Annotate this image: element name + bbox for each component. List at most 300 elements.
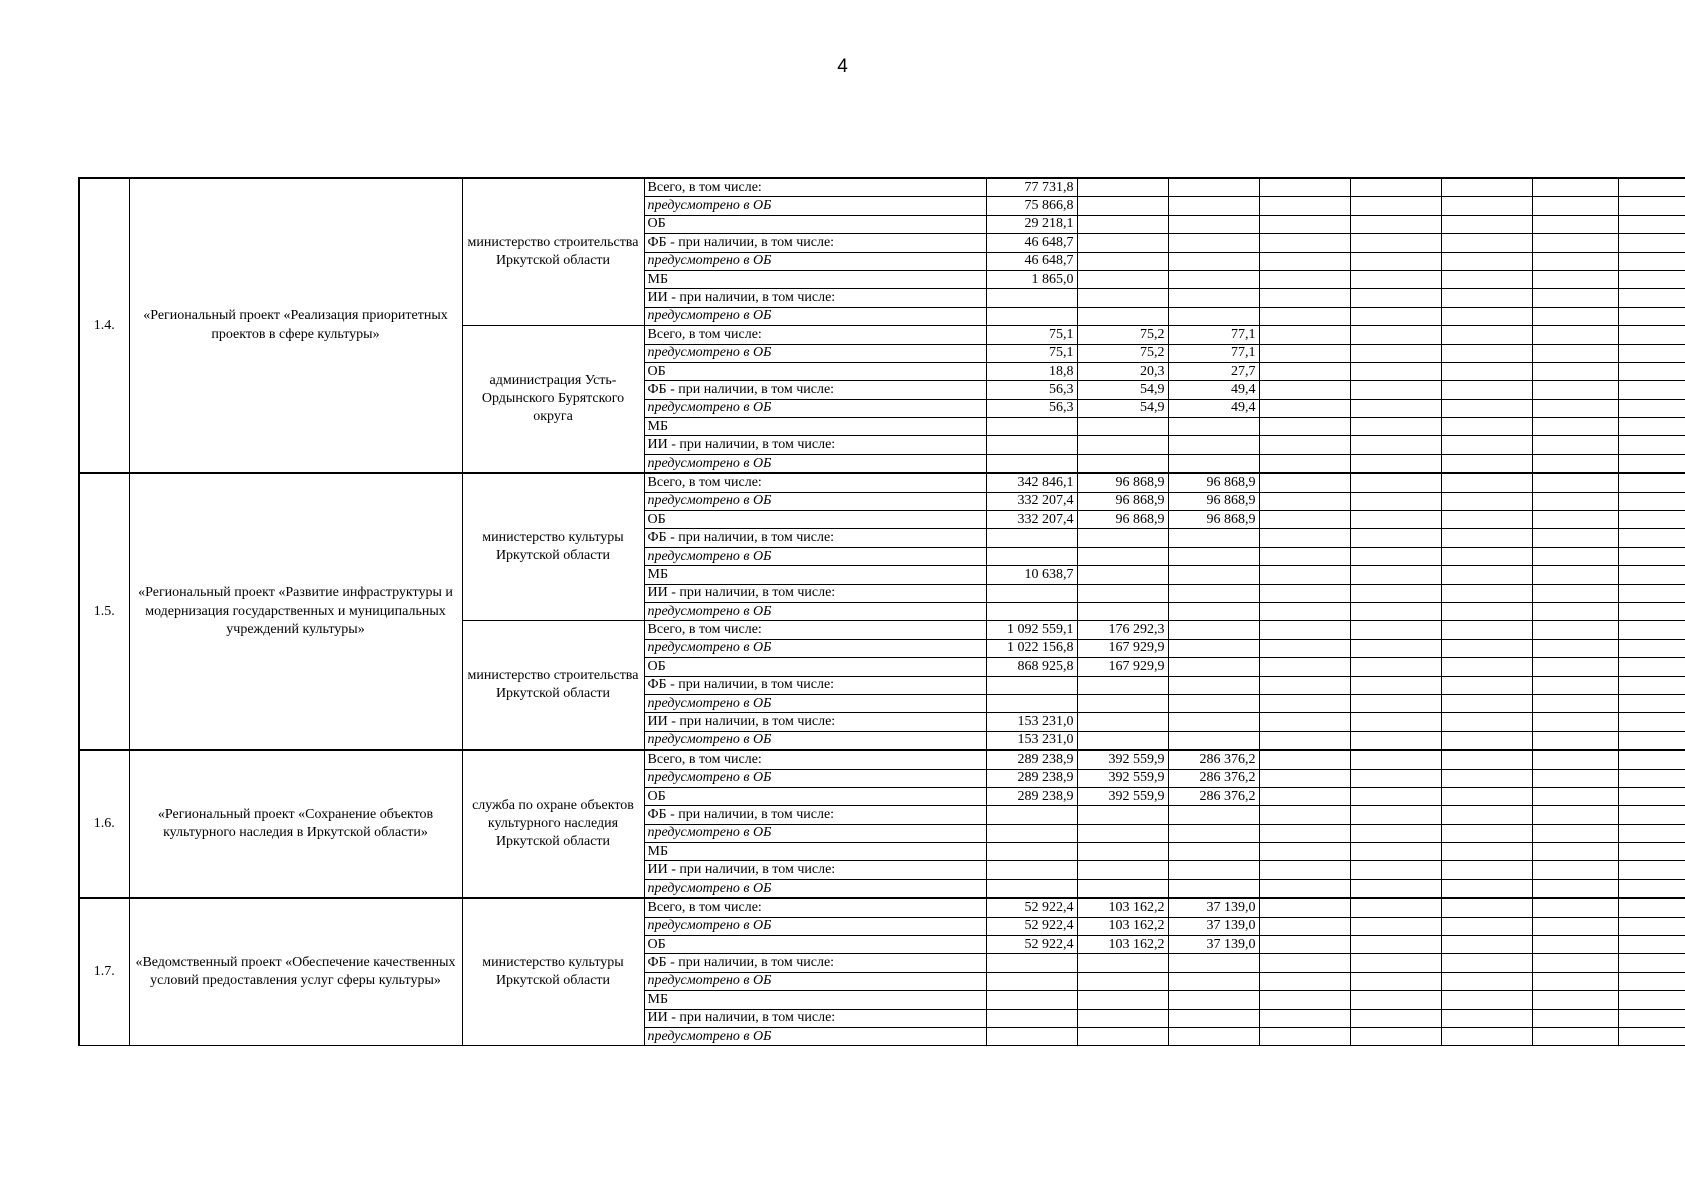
amount-cell [1532,936,1618,954]
amount-cell [1532,547,1618,565]
funding-source-label: Всего, в том числе: [644,621,986,639]
amount-cell [1441,234,1532,252]
amount-cell [1441,362,1532,380]
amount-cell [1259,454,1350,473]
amount-cell [1259,197,1350,215]
amount-cell [1168,566,1259,584]
amount-cell [1168,843,1259,861]
funding-source-label: ИИ - при наличии, в том числе: [644,713,986,731]
amount-cell: 392 559,9 [1077,750,1168,769]
amount-cell [1618,658,1685,676]
amount-cell [1441,326,1532,344]
amount-cell: 332 207,4 [986,511,1077,529]
funding-source-label: МБ [644,418,986,436]
amount-cell [1259,307,1350,325]
amount-cell [1168,307,1259,325]
amount-cell [1168,1027,1259,1045]
amount-cell [1259,787,1350,805]
amount-cell: 96 868,9 [1077,492,1168,510]
amount-cell [1618,418,1685,436]
amount-cell: 37 139,0 [1168,917,1259,935]
amount-cell [1350,787,1441,805]
amount-cell [1077,547,1168,565]
funding-source-label: ФБ - при наличии, в том числе: [644,381,986,399]
amount-cell [1077,215,1168,233]
amount-cell [1077,307,1168,325]
amount-cell [1168,1009,1259,1027]
amount-cell [1618,676,1685,694]
amount-cell [1532,362,1618,380]
amount-cell [1350,566,1441,584]
funding-source-label: предусмотрено в ОБ [644,344,986,362]
funding-source-label: предусмотрено в ОБ [644,972,986,990]
amount-cell [1350,769,1441,787]
amount-cell [1350,399,1441,417]
amount-cell [1441,750,1532,769]
executor-name: министерство культуры Иркутской области [462,898,644,1046]
amount-cell [1077,676,1168,694]
amount-cell [1618,307,1685,325]
amount-cell [1441,436,1532,454]
amount-cell [1350,454,1441,473]
amount-cell [1259,511,1350,529]
amount-cell [986,1009,1077,1027]
funding-source-label: ИИ - при наличии, в том числе: [644,861,986,879]
amount-cell [1077,418,1168,436]
amount-cell [1077,234,1168,252]
amount-cell: 96 868,9 [1077,511,1168,529]
funding-source-label: ОБ [644,658,986,676]
amount-cell [1618,289,1685,307]
funding-source-label: Всего, в том числе: [644,750,986,769]
amount-cell [986,529,1077,547]
funding-source-label: Всего, в том числе: [644,178,986,197]
budget-table-body [79,178,1685,1046]
project-name: «Региональный проект «Реализация приоритетных проектов в сфере культуры» [129,178,462,473]
amount-cell [1532,473,1618,492]
amount-cell [1441,898,1532,917]
amount-cell [1168,252,1259,270]
amount-cell: 289 238,9 [986,750,1077,769]
funding-source-label: предусмотрено в ОБ [644,454,986,473]
amount-cell [1168,621,1259,639]
amount-cell [1441,824,1532,842]
amount-cell [1259,529,1350,547]
amount-cell [1350,362,1441,380]
amount-cell [1350,473,1441,492]
amount-cell [1532,954,1618,972]
amount-cell [1350,584,1441,602]
amount-cell [1259,289,1350,307]
amount-cell [986,418,1077,436]
amount-cell [1168,676,1259,694]
amount-cell [1618,381,1685,399]
amount-cell [1077,824,1168,842]
amount-cell [1259,381,1350,399]
budget-table [78,177,1685,1046]
amount-cell [1532,529,1618,547]
amount-cell [1168,879,1259,898]
amount-cell [1441,454,1532,473]
amount-cell [986,602,1077,620]
amount-cell [986,289,1077,307]
funding-source-label: Всего, в том числе: [644,898,986,917]
amount-cell [1077,879,1168,898]
project-number: 1.7. [79,898,129,1046]
amount-cell [1350,991,1441,1009]
amount-cell: 176 292,3 [1077,621,1168,639]
amount-cell: 18,8 [986,362,1077,380]
amount-cell [1441,1009,1532,1027]
amount-cell [1259,972,1350,990]
amount-cell [1441,547,1532,565]
project-number: 1.4. [79,178,129,473]
amount-cell [1350,252,1441,270]
amount-cell [1259,694,1350,712]
amount-cell [1532,399,1618,417]
funding-source-label: ИИ - при наличии, в том числе: [644,1009,986,1027]
amount-cell [1077,454,1168,473]
funding-source-label: ФБ - при наличии, в том числе: [644,529,986,547]
amount-cell [1259,824,1350,842]
amount-cell [986,824,1077,842]
amount-cell [1259,861,1350,879]
funding-source-label: МБ [644,991,986,1009]
amount-cell: 392 559,9 [1077,769,1168,787]
amount-cell [1618,399,1685,417]
amount-cell [986,972,1077,990]
amount-cell [1441,972,1532,990]
amount-cell [1350,898,1441,917]
amount-cell [1618,824,1685,842]
amount-cell [1259,362,1350,380]
amount-cell [1441,381,1532,399]
amount-cell [986,436,1077,454]
amount-cell: 46 648,7 [986,234,1077,252]
funding-source-label: предусмотрено в ОБ [644,252,986,270]
amount-cell [1259,917,1350,935]
amount-cell [1441,602,1532,620]
amount-cell [986,843,1077,861]
amount-cell [1441,954,1532,972]
amount-cell [1168,547,1259,565]
amount-cell [1168,436,1259,454]
amount-cell [1259,215,1350,233]
amount-cell [1077,694,1168,712]
amount-cell: 56,3 [986,399,1077,417]
amount-cell [1077,270,1168,288]
amount-cell [1441,399,1532,417]
amount-cell: 1 022 156,8 [986,639,1077,657]
amount-cell [1259,1027,1350,1045]
amount-cell [1168,861,1259,879]
amount-cell: 289 238,9 [986,787,1077,805]
amount-cell: 77 731,8 [986,178,1077,197]
table-row [79,178,1685,197]
funding-source-label: МБ [644,270,986,288]
amount-cell [1168,806,1259,824]
funding-source-label: Всего, в том числе: [644,473,986,492]
amount-cell [1350,307,1441,325]
amount-cell [1618,936,1685,954]
amount-cell [1077,991,1168,1009]
funding-source-label: Всего, в том числе: [644,326,986,344]
amount-cell [1350,806,1441,824]
funding-source-label: предусмотрено в ОБ [644,694,986,712]
amount-cell [1441,658,1532,676]
amount-cell: 46 648,7 [986,252,1077,270]
amount-cell [1259,658,1350,676]
amount-cell [1077,436,1168,454]
amount-cell [1350,658,1441,676]
amount-cell: 103 162,2 [1077,898,1168,917]
amount-cell [1259,731,1350,750]
amount-cell [1618,639,1685,657]
amount-cell [1618,731,1685,750]
amount-cell: 392 559,9 [1077,787,1168,805]
amount-cell [1168,178,1259,197]
funding-source-label: ОБ [644,215,986,233]
amount-cell: 286 376,2 [1168,787,1259,805]
amount-cell [1259,879,1350,898]
amount-cell [1350,436,1441,454]
amount-cell [1618,344,1685,362]
amount-cell [1259,344,1350,362]
amount-cell: 167 929,9 [1077,658,1168,676]
amount-cell [1350,418,1441,436]
amount-cell [1350,1027,1441,1045]
amount-cell [1350,178,1441,197]
amount-cell [1259,750,1350,769]
funding-source-label: ОБ [644,787,986,805]
amount-cell [1441,197,1532,215]
amount-cell [1618,473,1685,492]
amount-cell [1618,787,1685,805]
amount-cell: 52 922,4 [986,936,1077,954]
amount-cell [1532,676,1618,694]
amount-cell [1168,954,1259,972]
amount-cell: 96 868,9 [1168,511,1259,529]
table-row [79,898,1685,917]
amount-cell [1441,270,1532,288]
funding-source-label: предусмотрено в ОБ [644,547,986,565]
amount-cell [1168,418,1259,436]
amount-cell [1441,252,1532,270]
amount-cell [1168,713,1259,731]
amount-cell [1532,769,1618,787]
executor-name: министерство строительства Иркутской области [462,621,644,750]
amount-cell [1618,843,1685,861]
funding-source-label: ФБ - при наличии, в том числе: [644,954,986,972]
amount-cell [1618,1027,1685,1045]
amount-cell [1077,289,1168,307]
funding-source-label: предусмотрено в ОБ [644,307,986,325]
amount-cell [1532,289,1618,307]
amount-cell [1532,694,1618,712]
amount-cell [1618,492,1685,510]
amount-cell [1259,1009,1350,1027]
amount-cell [1259,621,1350,639]
amount-cell [1350,750,1441,769]
amount-cell [1259,270,1350,288]
funding-source-label: предусмотрено в ОБ [644,917,986,935]
amount-cell: 49,4 [1168,381,1259,399]
amount-cell [1350,972,1441,990]
amount-cell [1532,658,1618,676]
amount-cell [1168,639,1259,657]
amount-cell [1441,861,1532,879]
amount-cell [1441,694,1532,712]
amount-cell: 56,3 [986,381,1077,399]
amount-cell [1532,326,1618,344]
amount-cell [1259,436,1350,454]
amount-cell [1441,566,1532,584]
amount-cell [1618,197,1685,215]
amount-cell: 75,1 [986,326,1077,344]
amount-cell [1441,639,1532,657]
amount-cell [1350,843,1441,861]
amount-cell [1259,566,1350,584]
executor-name: министерство культуры Иркутской области [462,473,644,621]
amount-cell [1441,1027,1532,1045]
amount-cell [1532,972,1618,990]
amount-cell: 1 092 559,1 [986,621,1077,639]
amount-cell: 96 868,9 [1077,473,1168,492]
amount-cell [1441,418,1532,436]
amount-cell [1259,936,1350,954]
amount-cell [1350,824,1441,842]
amount-cell [986,991,1077,1009]
amount-cell [1441,511,1532,529]
amount-cell: 10 638,7 [986,566,1077,584]
amount-cell [1350,381,1441,399]
funding-source-label: предусмотрено в ОБ [644,879,986,898]
amount-cell [1077,861,1168,879]
amount-cell [1350,731,1441,750]
amount-cell [1441,936,1532,954]
amount-cell: 96 868,9 [1168,473,1259,492]
amount-cell [1618,991,1685,1009]
amount-cell [1350,1009,1441,1027]
amount-cell [1259,806,1350,824]
amount-cell [1441,787,1532,805]
funding-source-label: ОБ [644,511,986,529]
amount-cell [986,861,1077,879]
amount-cell [1532,898,1618,917]
amount-cell [1532,1027,1618,1045]
amount-cell: 77,1 [1168,326,1259,344]
amount-cell [1350,326,1441,344]
amount-cell [986,676,1077,694]
amount-cell: 153 231,0 [986,713,1077,731]
amount-cell: 868 925,8 [986,658,1077,676]
amount-cell [1532,750,1618,769]
amount-cell [1168,215,1259,233]
amount-cell: 49,4 [1168,399,1259,417]
amount-cell [1618,621,1685,639]
funding-source-label: предусмотрено в ОБ [644,399,986,417]
amount-cell [1618,954,1685,972]
amount-cell [1077,1009,1168,1027]
amount-cell: 286 376,2 [1168,750,1259,769]
amount-cell [1532,787,1618,805]
amount-cell [1259,713,1350,731]
project-number: 1.5. [79,473,129,750]
amount-cell [1168,602,1259,620]
amount-cell [1350,511,1441,529]
amount-cell [1441,806,1532,824]
amount-cell [1532,713,1618,731]
executor-name: служба по охране объектов культурного наследия Иркутской области [462,750,644,898]
amount-cell: 77,1 [1168,344,1259,362]
amount-cell [1259,954,1350,972]
funding-source-label: предусмотрено в ОБ [644,824,986,842]
funding-source-label: ФБ - при наличии, в том числе: [644,806,986,824]
amount-cell: 332 207,4 [986,492,1077,510]
amount-cell [1532,621,1618,639]
amount-cell [1259,492,1350,510]
amount-cell [1077,584,1168,602]
amount-cell [1259,473,1350,492]
amount-cell [986,584,1077,602]
amount-cell [1441,215,1532,233]
amount-cell [1350,492,1441,510]
amount-cell [1350,344,1441,362]
amount-cell [1168,972,1259,990]
amount-cell [986,1027,1077,1045]
funding-source-label: предусмотрено в ОБ [644,769,986,787]
amount-cell [1350,270,1441,288]
amount-cell [1618,750,1685,769]
amount-cell [1532,731,1618,750]
amount-cell [1350,529,1441,547]
amount-cell [1532,861,1618,879]
amount-cell [1077,197,1168,215]
amount-cell [1441,769,1532,787]
amount-cell [1532,843,1618,861]
amount-cell [1532,806,1618,824]
amount-cell [1259,898,1350,917]
amount-cell [1259,252,1350,270]
funding-source-label: МБ [644,843,986,861]
amount-cell [1441,991,1532,1009]
amount-cell: 75,2 [1077,344,1168,362]
amount-cell: 29 218,1 [986,215,1077,233]
funding-source-label: ИИ - при наличии, в том числе: [644,289,986,307]
amount-cell [1077,713,1168,731]
amount-cell [1618,326,1685,344]
amount-cell [1618,511,1685,529]
amount-cell: 75 866,8 [986,197,1077,215]
amount-cell [1441,731,1532,750]
amount-cell [986,547,1077,565]
executor-name: министерство строительства Иркутской области [462,178,644,326]
amount-cell: 52 922,4 [986,898,1077,917]
executor-name: администрация Усть-Ордынского Бурятского округа [462,326,644,474]
amount-cell [1350,694,1441,712]
amount-cell [1618,178,1685,197]
amount-cell [986,454,1077,473]
amount-cell [1618,972,1685,990]
funding-source-label: ФБ - при наличии, в том числе: [644,676,986,694]
project-name: «Ведомственный проект «Обеспечение качественных условий предоставления услуг сферы культуры» [129,898,462,1046]
amount-cell [1168,731,1259,750]
amount-cell [1618,454,1685,473]
amount-cell [1168,270,1259,288]
amount-cell [1259,602,1350,620]
project-name: «Региональный проект «Развитие инфраструктуры и модернизация государственных и муниципальных учреждений культуры» [129,473,462,750]
amount-cell [1618,879,1685,898]
